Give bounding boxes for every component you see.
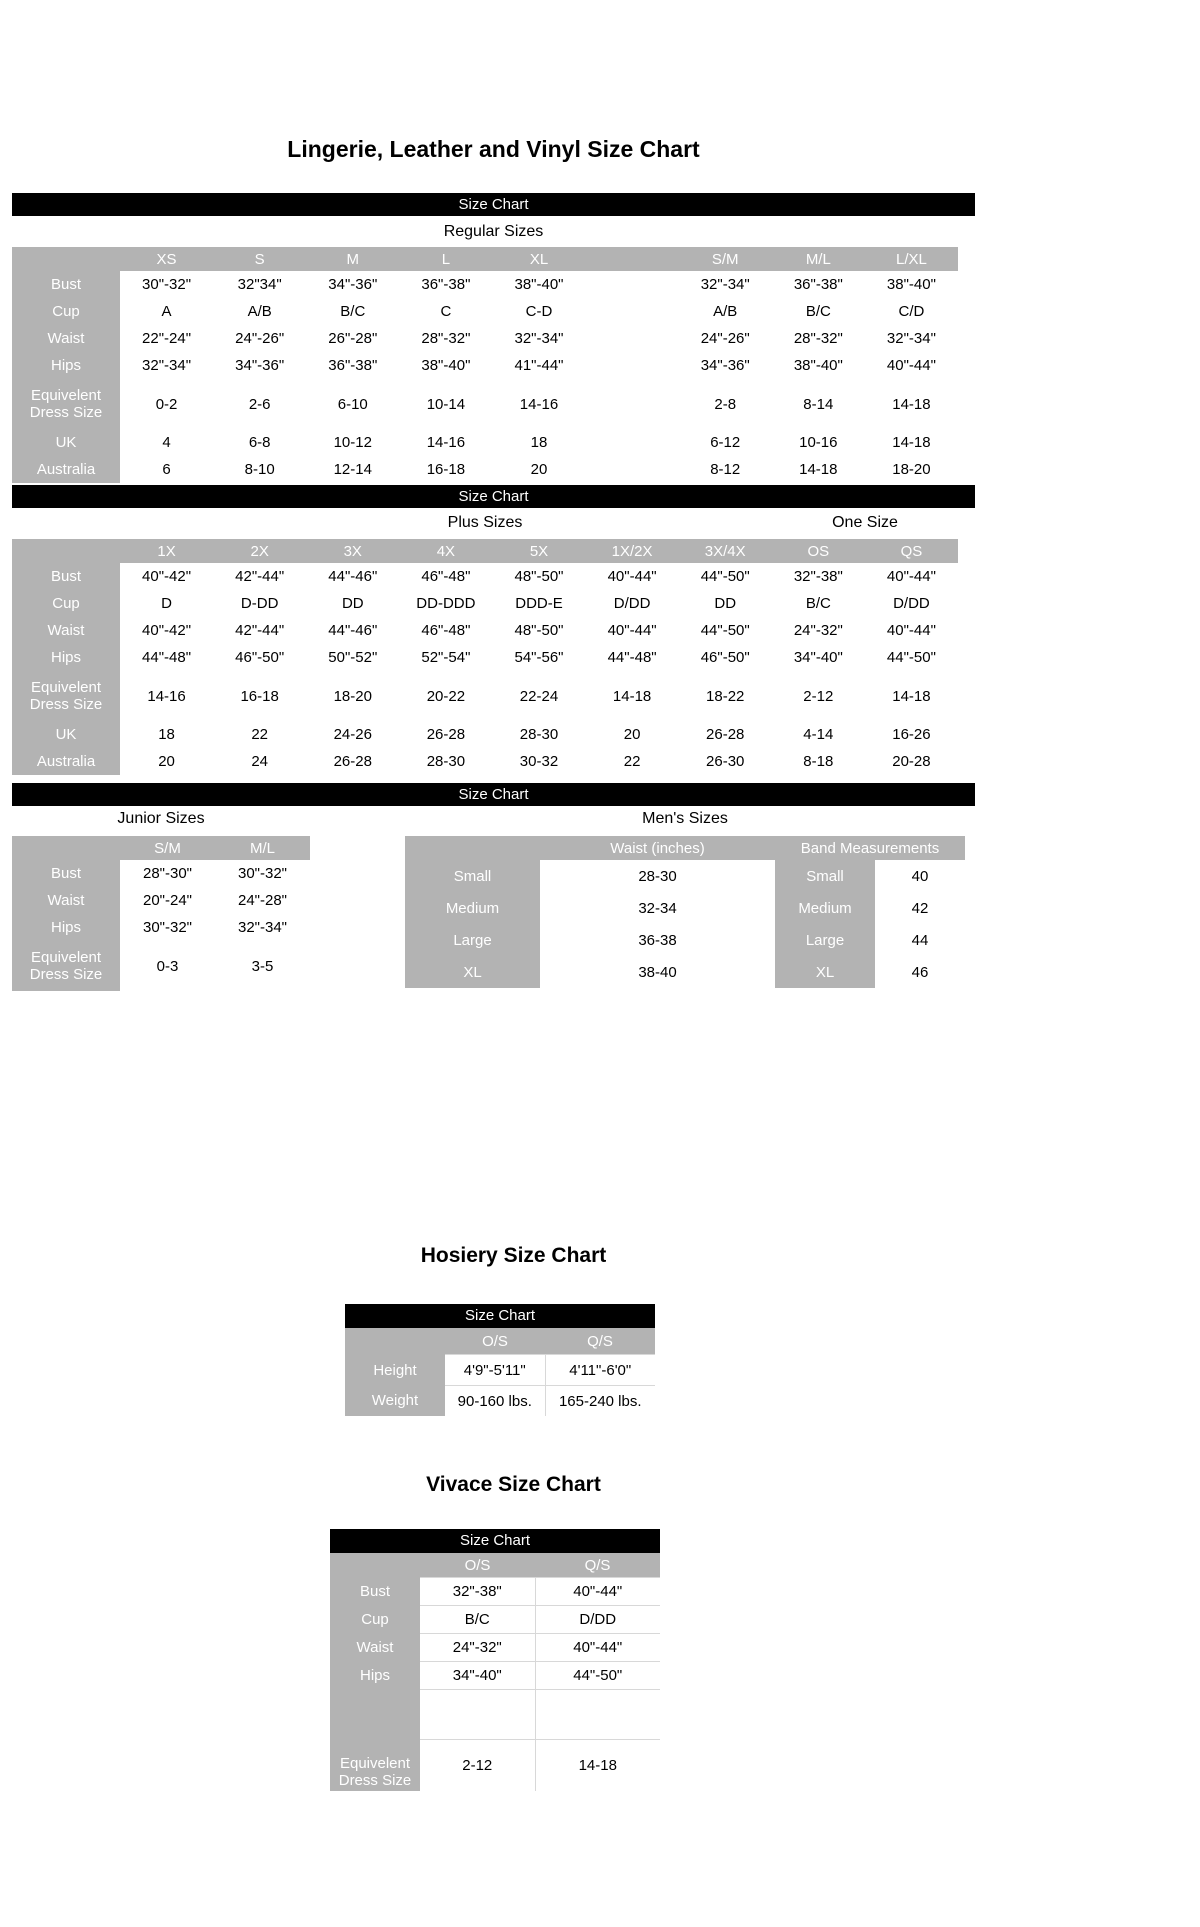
column-header: S/M xyxy=(679,247,772,271)
size-cell: 18-22 xyxy=(679,671,772,721)
row-label: Small xyxy=(405,860,540,892)
row-label: UK xyxy=(12,721,120,748)
size-cell: 48"-50" xyxy=(492,563,585,590)
column-header: XS xyxy=(120,247,213,271)
header-row xyxy=(330,1553,660,1578)
size-cell: 24"-28" xyxy=(215,887,310,914)
table-row xyxy=(12,429,958,456)
column-header: S xyxy=(213,247,306,271)
row-label: Equivelent Dress Size xyxy=(12,379,120,429)
size-cell: 40"-44" xyxy=(535,1634,660,1662)
size-cell: 48"-50" xyxy=(492,617,585,644)
row-label: Medium xyxy=(405,892,540,924)
header-row xyxy=(12,247,958,271)
size-cell: 30"-32" xyxy=(120,271,213,298)
row-label: Hips xyxy=(12,352,120,379)
size-cell: 24-26 xyxy=(306,721,399,748)
header-row xyxy=(345,1328,655,1355)
size-cell: 44"-50" xyxy=(679,617,772,644)
size-cell: 28-30 xyxy=(399,748,492,775)
size-cell: 4 xyxy=(120,429,213,456)
regular-sizes-label: Regular Sizes xyxy=(443,223,544,240)
size-cell: 40"-44" xyxy=(865,563,958,590)
size-cell: 54"-56" xyxy=(492,644,585,671)
column-header: 1X xyxy=(120,539,213,563)
size-cell xyxy=(586,298,679,325)
size-cell: 10-16 xyxy=(772,429,865,456)
junior-sizes-table xyxy=(12,836,310,991)
size-cell: 46"-50" xyxy=(213,644,306,671)
size-cell: 10-12 xyxy=(306,429,399,456)
size-cell: 16-18 xyxy=(213,671,306,721)
size-cell: C xyxy=(399,298,492,325)
row-label: Hips xyxy=(330,1662,420,1690)
mens-sizes-label: Men's Sizes xyxy=(642,810,728,827)
size-cell: 24"-32" xyxy=(772,617,865,644)
row-label: XL xyxy=(775,956,875,988)
size-cell: DD xyxy=(306,590,399,617)
column-header: O/S xyxy=(445,1328,545,1355)
size-cell: B/C xyxy=(772,298,865,325)
size-cell: 50"-52" xyxy=(306,644,399,671)
column-header: L xyxy=(399,247,492,271)
corner-cell xyxy=(345,1328,445,1355)
header-row xyxy=(12,836,310,860)
size-cell: 38"-40" xyxy=(772,352,865,379)
column-header: 2X xyxy=(213,539,306,563)
table-row xyxy=(345,1355,655,1386)
size-cell: 44"-50" xyxy=(865,644,958,671)
size-chart-bar-hosiery: Size Chart xyxy=(345,1304,655,1328)
hosiery-title: Hosiery Size Chart xyxy=(420,1244,607,1267)
size-cell xyxy=(586,271,679,298)
size-cell: 24"-32" xyxy=(420,1634,535,1662)
column-header: 3X/4X xyxy=(679,539,772,563)
size-cell: 44"-50" xyxy=(535,1662,660,1690)
size-cell: 2-6 xyxy=(213,379,306,429)
page-content xyxy=(12,0,975,1791)
size-cell: 14-18 xyxy=(586,671,679,721)
vivace-size-table xyxy=(330,1553,660,1791)
one-size-label: One Size xyxy=(832,514,898,531)
size-cell: D/DD xyxy=(586,590,679,617)
table-row xyxy=(405,924,965,956)
size-cell: 6-8 xyxy=(213,429,306,456)
size-cell: 30"-32" xyxy=(215,860,310,887)
size-cell: 46"-48" xyxy=(399,617,492,644)
size-cell: 24"-26" xyxy=(679,325,772,352)
size-cell: 32"34" xyxy=(213,271,306,298)
table-row xyxy=(405,860,965,892)
column-header: L/XL xyxy=(865,247,958,271)
size-cell: 44 xyxy=(875,924,965,956)
size-cell: 18-20 xyxy=(865,456,958,483)
junior-sizes-label: Junior Sizes xyxy=(117,810,205,827)
column-header: M/L xyxy=(215,836,310,860)
junior-mens-row xyxy=(12,836,975,991)
size-cell: 14-16 xyxy=(120,671,213,721)
size-cell: 20 xyxy=(586,721,679,748)
row-label: Equivelent Dress Size xyxy=(12,671,120,721)
corner-cell xyxy=(12,836,120,860)
table-row xyxy=(405,892,965,924)
corner-cell xyxy=(12,539,120,563)
size-cell: 28"-32" xyxy=(772,325,865,352)
size-cell: 10-14 xyxy=(399,379,492,429)
size-cell: 42"-44" xyxy=(213,617,306,644)
size-cell: 36"-38" xyxy=(306,352,399,379)
table-row xyxy=(330,1606,660,1634)
size-cell: 32"-38" xyxy=(772,563,865,590)
size-cell: DD-DDD xyxy=(399,590,492,617)
size-cell: B/C xyxy=(772,590,865,617)
size-cell: 20 xyxy=(492,456,585,483)
table-row xyxy=(12,379,958,429)
plus-sizes-table xyxy=(12,539,958,775)
size-cell xyxy=(535,1690,660,1740)
column-header-waist: Waist (inches) xyxy=(540,836,775,860)
column-header: 5X xyxy=(492,539,585,563)
row-label: Waist xyxy=(12,617,120,644)
column-header xyxy=(586,247,679,271)
table-row xyxy=(12,617,958,644)
bottom-section-labels xyxy=(12,810,975,830)
size-cell: 4'11"-6'0" xyxy=(545,1355,655,1386)
size-cell: 41"-44" xyxy=(492,352,585,379)
size-cell: 22-24 xyxy=(492,671,585,721)
size-cell: A/B xyxy=(213,298,306,325)
size-cell: 52"-54" xyxy=(399,644,492,671)
plus-section-labels xyxy=(12,514,975,534)
table-row xyxy=(12,456,958,483)
size-cell: 20-22 xyxy=(399,671,492,721)
row-label: Large xyxy=(405,924,540,956)
row-label: Height xyxy=(345,1355,445,1386)
size-cell: 26"-28" xyxy=(306,325,399,352)
size-cell: 14-18 xyxy=(772,456,865,483)
size-cell: 28"-32" xyxy=(399,325,492,352)
size-cell: 40"-44" xyxy=(535,1578,660,1606)
row-label: Waist xyxy=(12,887,120,914)
size-cell: 28"-30" xyxy=(120,860,215,887)
size-cell: 34"-36" xyxy=(306,271,399,298)
size-cell: 2-12 xyxy=(772,671,865,721)
size-cell: 38"-40" xyxy=(865,271,958,298)
size-cell: 6-12 xyxy=(679,429,772,456)
size-cell: 8-18 xyxy=(772,748,865,775)
size-cell: D/DD xyxy=(535,1606,660,1634)
size-cell: 32"-34" xyxy=(120,352,213,379)
row-label: Equivelent Dress Size xyxy=(12,941,120,991)
size-cell: 28-30 xyxy=(540,860,775,892)
size-cell: 32"-34" xyxy=(492,325,585,352)
row-label: Bust xyxy=(12,563,120,590)
size-cell: 36"-38" xyxy=(399,271,492,298)
size-cell: 34"-36" xyxy=(213,352,306,379)
row-label: Equivelent Dress Size xyxy=(330,1740,420,1791)
size-cell: 40"-42" xyxy=(120,563,213,590)
size-cell: 12-14 xyxy=(306,456,399,483)
size-cell: 2-12 xyxy=(420,1740,535,1791)
table-row xyxy=(12,644,958,671)
size-cell xyxy=(586,325,679,352)
size-cell: 32"-38" xyxy=(420,1578,535,1606)
size-cell: 24"-26" xyxy=(213,325,306,352)
size-cell xyxy=(586,352,679,379)
size-cell: D xyxy=(120,590,213,617)
size-cell: 24 xyxy=(213,748,306,775)
size-cell xyxy=(586,429,679,456)
size-cell: 22"-24" xyxy=(120,325,213,352)
size-cell: 3-5 xyxy=(215,941,310,991)
size-cell: 18-20 xyxy=(306,671,399,721)
size-cell: 14-18 xyxy=(535,1740,660,1791)
row-label: Bust xyxy=(12,860,120,887)
size-cell: 26-28 xyxy=(306,748,399,775)
size-cell: 32"-34" xyxy=(215,914,310,941)
table-row xyxy=(330,1662,660,1690)
table-row xyxy=(12,748,958,775)
size-cell: 46"-50" xyxy=(679,644,772,671)
row-label: Bust xyxy=(12,271,120,298)
row-label: Australia xyxy=(12,456,120,483)
row-label: Medium xyxy=(775,892,875,924)
size-cell xyxy=(586,456,679,483)
row-label: Small xyxy=(775,860,875,892)
size-cell: 44"-46" xyxy=(306,563,399,590)
column-header: Q/S xyxy=(535,1553,660,1578)
size-cell: 14-18 xyxy=(865,429,958,456)
size-cell: 4-14 xyxy=(772,721,865,748)
size-cell: 46 xyxy=(875,956,965,988)
row-label: Australia xyxy=(12,748,120,775)
row-label: Cup xyxy=(12,298,120,325)
row-label: Cup xyxy=(12,590,120,617)
size-cell: 36-38 xyxy=(540,924,775,956)
size-cell: 165-240 lbs. xyxy=(545,1386,655,1417)
size-cell: 0-3 xyxy=(120,941,215,991)
table-row xyxy=(12,325,958,352)
page-title: Lingerie, Leather and Vinyl Size Chart xyxy=(287,136,700,162)
corner-cell xyxy=(330,1553,420,1578)
size-cell: 44"-46" xyxy=(306,617,399,644)
size-cell: 6-10 xyxy=(306,379,399,429)
size-cell: D-DD xyxy=(213,590,306,617)
table-row xyxy=(12,671,958,721)
size-cell: 42"-44" xyxy=(213,563,306,590)
column-header: M/L xyxy=(772,247,865,271)
size-cell: 40 xyxy=(875,860,965,892)
header-row xyxy=(12,539,958,563)
size-chart-bar-regular: Size Chart xyxy=(12,193,975,216)
mens-sizes-table xyxy=(405,836,965,988)
size-cell: 16-26 xyxy=(865,721,958,748)
size-cell: 44"-48" xyxy=(120,644,213,671)
size-cell: 90-160 lbs. xyxy=(445,1386,545,1417)
size-cell: 22 xyxy=(586,748,679,775)
column-header: O/S xyxy=(420,1553,535,1578)
size-cell: 28-30 xyxy=(492,721,585,748)
size-cell: 34"-40" xyxy=(772,644,865,671)
size-chart-bar-plus: Size Chart xyxy=(12,485,975,508)
row-label: Large xyxy=(775,924,875,956)
size-chart-bar-bottom: Size Chart xyxy=(12,783,975,806)
vivace-title: Vivace Size Chart xyxy=(426,1473,601,1496)
corner-cell xyxy=(12,247,120,271)
mens-header-row xyxy=(405,836,965,860)
size-cell: 34"-40" xyxy=(420,1662,535,1690)
size-cell: 32"-34" xyxy=(865,325,958,352)
size-cell: 40"-44" xyxy=(865,352,958,379)
size-cell: 14-16 xyxy=(492,379,585,429)
size-cell: 4'9"-5'11" xyxy=(445,1355,545,1386)
table-row xyxy=(12,298,958,325)
column-header: S/M xyxy=(120,836,215,860)
row-label: Cup xyxy=(330,1606,420,1634)
column-header-band: Band Measurements xyxy=(775,836,965,860)
size-cell: 22 xyxy=(213,721,306,748)
row-label: UK xyxy=(12,429,120,456)
hosiery-chart-block xyxy=(345,1304,655,1416)
size-cell: 32-34 xyxy=(540,892,775,924)
size-cell: C-D xyxy=(492,298,585,325)
table-row xyxy=(12,914,310,941)
corner-cell xyxy=(405,836,540,860)
vivace-chart-block xyxy=(330,1529,660,1791)
size-cell: 44"-48" xyxy=(586,644,679,671)
size-cell: 36"-38" xyxy=(772,271,865,298)
size-cell: C/D xyxy=(865,298,958,325)
size-cell: 38-40 xyxy=(540,956,775,988)
size-cell: 40"-42" xyxy=(120,617,213,644)
size-cell: 0-2 xyxy=(120,379,213,429)
size-cell: 40"-44" xyxy=(586,563,679,590)
size-cell: 18 xyxy=(120,721,213,748)
size-cell: A xyxy=(120,298,213,325)
size-cell: 44"-50" xyxy=(679,563,772,590)
size-cell: 14-16 xyxy=(399,429,492,456)
table-row xyxy=(12,721,958,748)
size-cell: 18 xyxy=(492,429,585,456)
size-cell: 38"-40" xyxy=(492,271,585,298)
column-header: Q/S xyxy=(545,1328,655,1355)
size-cell xyxy=(586,379,679,429)
size-cell: 46"-48" xyxy=(399,563,492,590)
table-row xyxy=(330,1690,660,1740)
column-header: M xyxy=(306,247,399,271)
table-row xyxy=(12,887,310,914)
size-cell: 40"-44" xyxy=(865,617,958,644)
size-cell: 20 xyxy=(120,748,213,775)
table-row xyxy=(12,590,958,617)
table-row xyxy=(330,1634,660,1662)
table-row xyxy=(12,352,958,379)
table-row xyxy=(330,1740,660,1791)
size-cell: 14-18 xyxy=(865,671,958,721)
table-row xyxy=(12,860,310,887)
size-cell: DDD-E xyxy=(492,590,585,617)
table-row xyxy=(330,1578,660,1606)
size-cell: 16-18 xyxy=(399,456,492,483)
size-cell: 26-28 xyxy=(399,721,492,748)
column-header: OS xyxy=(772,539,865,563)
row-label: Hips xyxy=(12,644,120,671)
size-cell: A/B xyxy=(679,298,772,325)
size-chart-bar-vivace: Size Chart xyxy=(330,1529,660,1553)
table-row xyxy=(12,563,958,590)
size-cell: 20"-24" xyxy=(120,887,215,914)
regular-sizes-table xyxy=(12,247,958,483)
table-row xyxy=(12,271,958,298)
size-cell: D/DD xyxy=(865,590,958,617)
size-cell: 8-14 xyxy=(772,379,865,429)
row-label: Bust xyxy=(330,1578,420,1606)
size-cell: 30"-32" xyxy=(120,914,215,941)
size-cell: 8-10 xyxy=(213,456,306,483)
size-cell: 20-28 xyxy=(865,748,958,775)
column-header: 4X xyxy=(399,539,492,563)
column-header: 1X/2X xyxy=(586,539,679,563)
size-cell: 26-28 xyxy=(679,721,772,748)
size-cell: 38"-40" xyxy=(399,352,492,379)
size-cell: 40"-44" xyxy=(586,617,679,644)
size-cell: 8-12 xyxy=(679,456,772,483)
table-row xyxy=(345,1386,655,1417)
plus-sizes-label: Plus Sizes xyxy=(447,514,523,531)
size-cell xyxy=(420,1690,535,1740)
hosiery-size-table xyxy=(345,1328,655,1416)
row-label: Weight xyxy=(345,1386,445,1417)
size-cell: 32"-34" xyxy=(679,271,772,298)
row-label: Hips xyxy=(12,914,120,941)
size-cell: 34"-36" xyxy=(679,352,772,379)
size-cell: 42 xyxy=(875,892,965,924)
column-header: QS xyxy=(865,539,958,563)
size-cell: B/C xyxy=(420,1606,535,1634)
size-cell: B/C xyxy=(306,298,399,325)
size-cell: 14-18 xyxy=(865,379,958,429)
table-row xyxy=(405,956,965,988)
row-label: XL xyxy=(405,956,540,988)
row-label: Waist xyxy=(330,1634,420,1662)
size-cell: 2-8 xyxy=(679,379,772,429)
table-row xyxy=(12,941,310,991)
size-cell: 6 xyxy=(120,456,213,483)
size-cell: 30-32 xyxy=(492,748,585,775)
column-header: 3X xyxy=(306,539,399,563)
size-cell: 26-30 xyxy=(679,748,772,775)
row-label xyxy=(330,1690,420,1740)
row-label: Waist xyxy=(12,325,120,352)
size-cell: DD xyxy=(679,590,772,617)
column-header: XL xyxy=(492,247,585,271)
